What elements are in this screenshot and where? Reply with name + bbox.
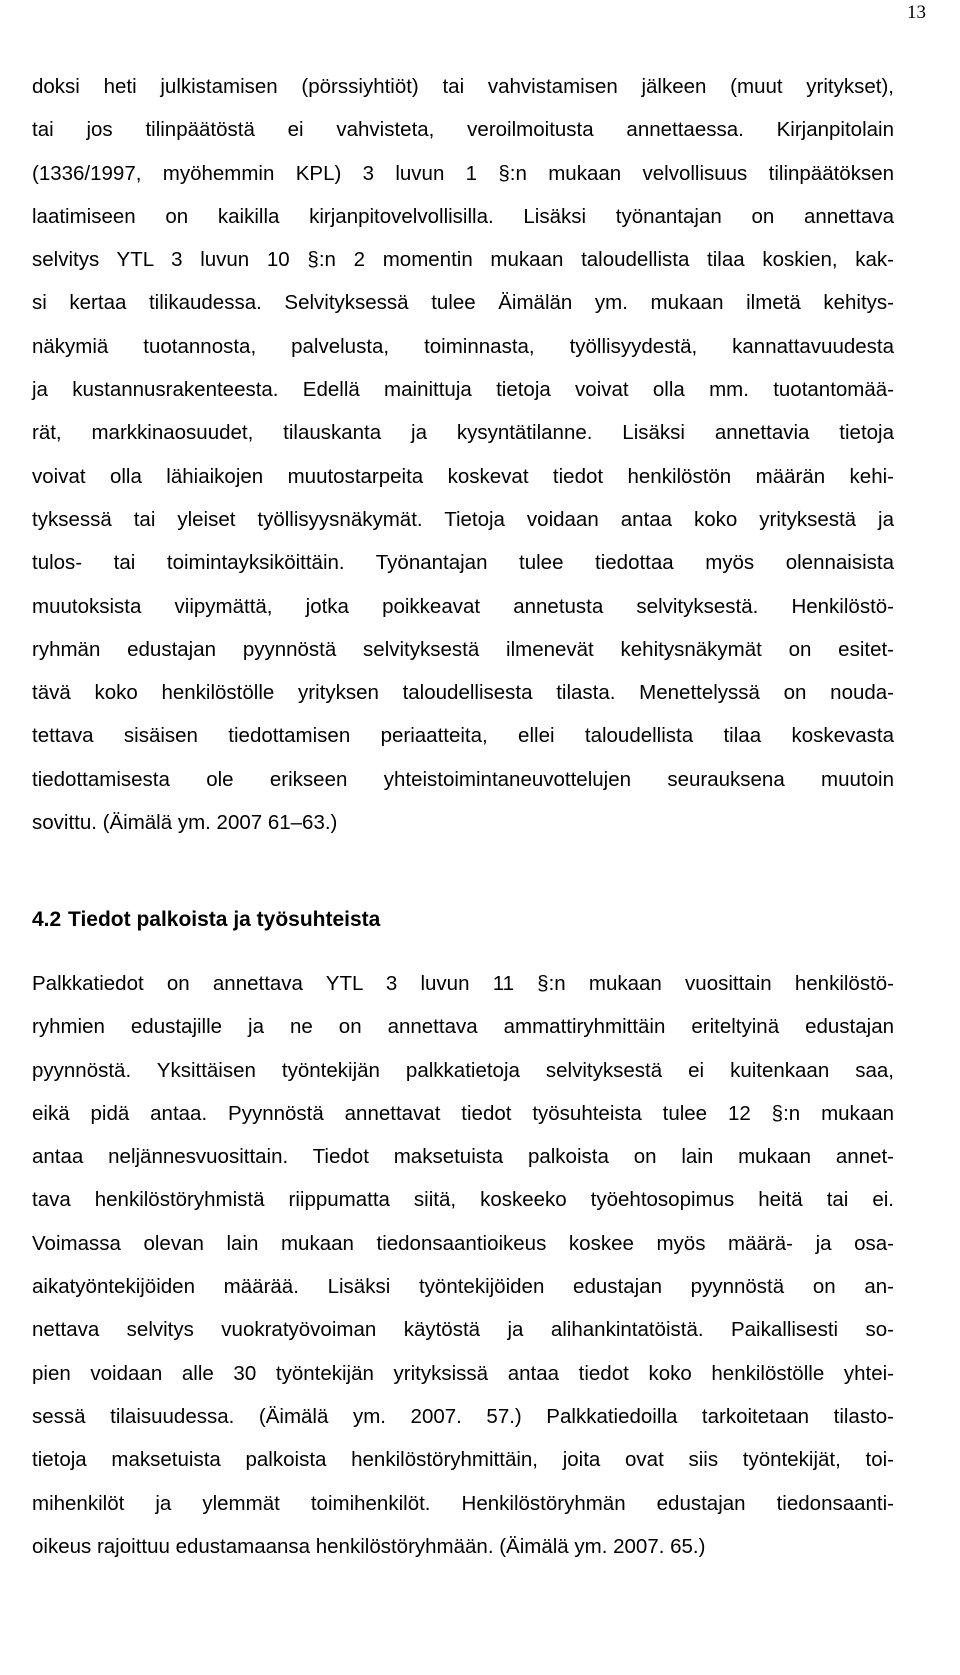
text-line: mihenkilöt ja ylemmät toimihenkilöt. Henkilöstöryhmän edustajan tiedonsaanti-	[32, 1491, 894, 1515]
text-line: nettava selvitys vuokratyövoiman käytöstä ja alihankintatöistä. Paikallisesti so-	[32, 1318, 894, 1342]
text-line: muutoksista viipymättä, jotka poikkeavat annetusta selvityksestä. Henkilöstö-	[32, 594, 894, 618]
text-line: laatimiseen on kaikilla kirjanpitovelvollisilla. Lisäksi työnantajan on annettava	[32, 204, 894, 228]
text-line: tyksessä tai yleiset työllisyysnäkymät. Tietoja voidaan antaa koko yrityksestä ja	[32, 507, 894, 531]
text-line: doksi heti julkistamisen (pörssiyhtiöt) tai vahvistamisen jälkeen (muut yritykset),	[32, 75, 894, 98]
paragraph-1	[32, 65, 894, 844]
page-number: 13	[907, 2, 926, 23]
text-line: eikä pidä antaa. Pyynnöstä annettavat tiedot työsuhteista tulee 12 §:n mukaan	[32, 1101, 894, 1125]
text-line: sovittu. (Äimälä ym. 2007 61–63.)	[32, 811, 338, 835]
text-line: rät, markkinaosuudet, tilauskanta ja kysyntätilanne. Lisäksi annettavia tietoja	[32, 421, 894, 445]
section-title: Tiedot palkoista ja työsuhteista	[68, 908, 381, 931]
text-line: näkymiä tuotannosta, palvelusta, toiminnasta, työllisyydestä, kannattavuudesta	[32, 334, 894, 358]
text-line: si kertaa tilikaudessa. Selvityksessä tulee Äimälän ym. mukaan ilmetä kehitys-	[32, 291, 894, 315]
text-line: aikatyöntekijöiden määrää. Lisäksi työntekijöiden edustajan pyynnöstä on an-	[32, 1275, 894, 1299]
section-heading	[32, 898, 380, 942]
text-line: tietoja maksetuista palkoista henkilöstöryhmittäin, joita ovat siis työntekijät, toi-	[32, 1448, 894, 1472]
text-line: tulos- tai toimintayksiköittäin. Työnantajan tulee tiedottaa myös olennaisista	[32, 551, 894, 575]
text-line: ryhmän edustajan pyynnöstä selvityksestä ilmenevät kehitysnäkymät on esitet-	[32, 637, 894, 661]
text-line: antaa neljännesvuosittain. Tiedot maksetuista palkoista on lain mukaan annet-	[32, 1145, 894, 1169]
text-line: tettava sisäisen tiedottamisen periaatteita, ellei taloudellista tilaa koskevasta	[32, 724, 894, 748]
text-line: ryhmien edustajille ja ne on annettava ammattiryhmittäin eriteltyinä edustajan	[32, 1015, 894, 1039]
text-line: tai jos tilinpäätöstä ei vahvisteta, veroilmoitusta annettaessa. Kirjanpitolain	[32, 118, 894, 142]
text-line: Palkkatiedot on annettava YTL 3 luvun 11 §:n mukaan vuosittain henkilöstö-	[32, 972, 894, 995]
text-line: voivat olla lähiaikojen muutostarpeita koskevat tiedot henkilöstön määrän kehi-	[32, 464, 894, 488]
text-line: tiedottamisesta ole erikseen yhteistoimintaneuvottelujen seurauksena muutoin	[32, 767, 894, 791]
text-line: oikeus rajoittuu edustamaansa henkilöstöryhmään. (Äimälä ym. 2007. 65.)	[32, 1534, 706, 1558]
text-line: pien voidaan alle 30 työntekijän yrityksissä antaa tiedot koko henkilöstölle yhtei-	[32, 1361, 894, 1385]
text-line: Voimassa olevan lain mukaan tiedonsaantioikeus koskee myös määrä- ja osa-	[32, 1231, 894, 1255]
text-line: tava henkilöstöryhmistä riippumatta siitä, koskeeko työehtosopimus heitä tai ei.	[32, 1188, 894, 1212]
text-line: selvitys YTL 3 luvun 10 §:n 2 momentin mukaan taloudellista tilaa koskien, kak-	[32, 248, 894, 272]
text-line: sessä tilaisuudessa. (Äimälä ym. 2007. 57.) Palkkatiedoilla tarkoitetaan tilasto-	[32, 1404, 894, 1428]
paragraph-2	[32, 962, 894, 1568]
text-line: ja kustannusrakenteesta. Edellä mainittuja tietoja voivat olla mm. tuotantomää-	[32, 378, 894, 402]
text-line: pyynnöstä. Yksittäisen työntekijän palkkatietoja selvityksestä ei kuitenkaan saa,	[32, 1058, 894, 1082]
section-number: 4.2	[32, 908, 62, 931]
text-line: tävä koko henkilöstölle yrityksen taloudellisesta tilasta. Menettelyssä on nouda-	[32, 681, 894, 705]
text-line: (1336/1997, myöhemmin KPL) 3 luvun 1 §:n mukaan velvollisuus tilinpäätöksen	[32, 161, 894, 185]
